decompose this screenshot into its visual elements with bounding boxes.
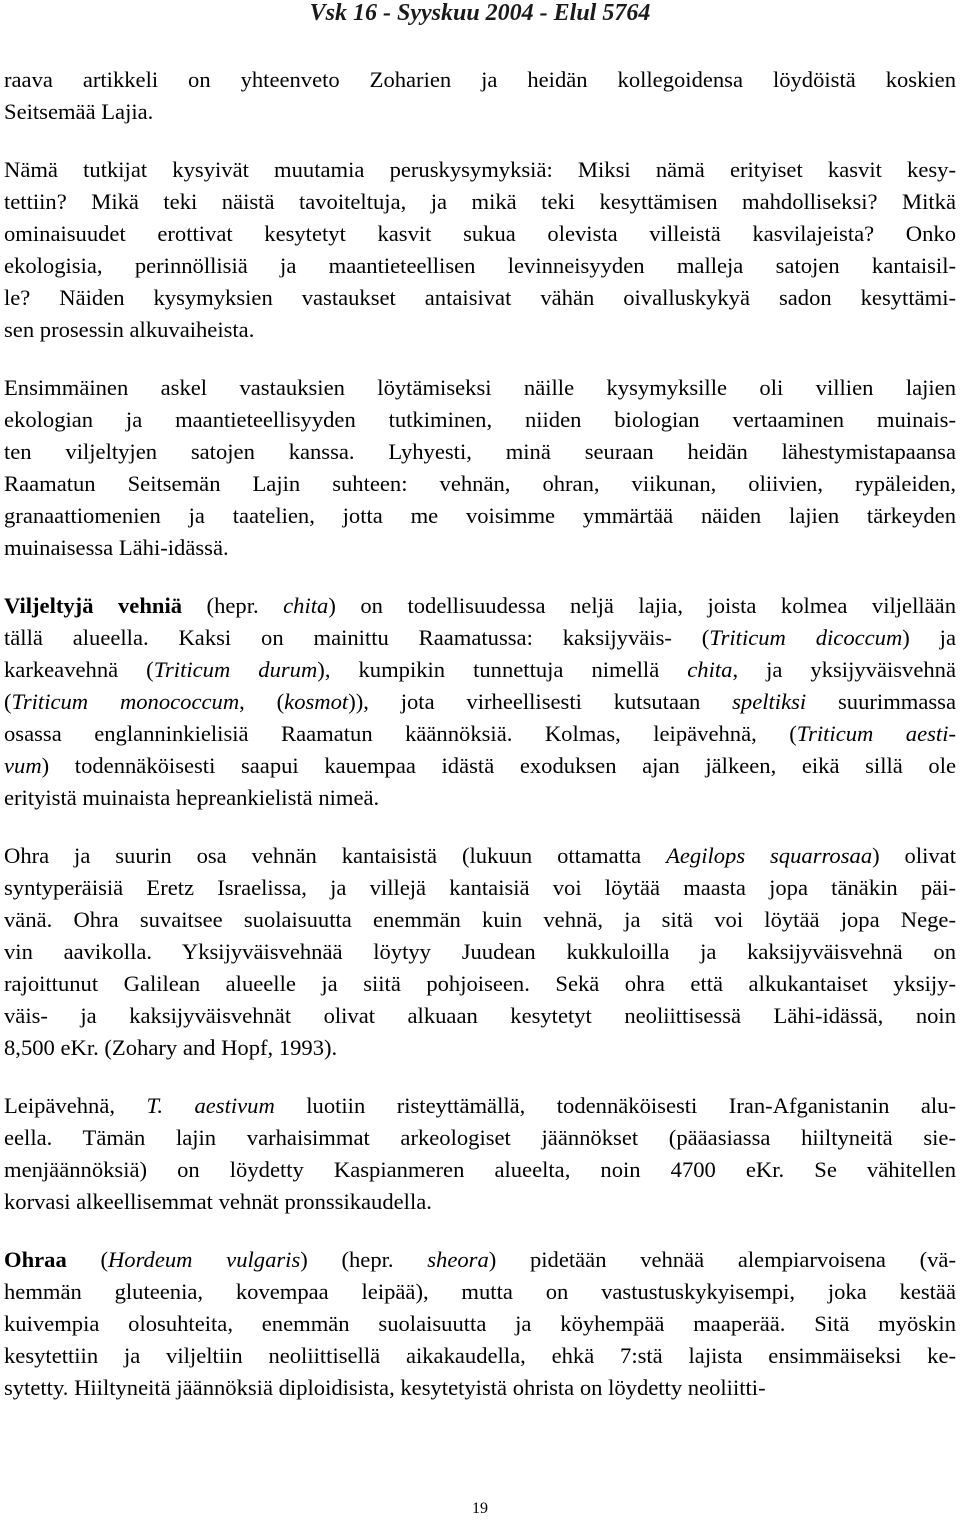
text-line: [4, 840, 956, 872]
text-line: Raamatun Seitsemän Lajin suhteen: vehnän, ohran, viikunan, oliivien, rypäleiden,: [4, 471, 956, 496]
page-number: 19: [472, 1500, 488, 1517]
text-run: (: [66, 1247, 108, 1272]
text-line: granaattiomenien ja taatelien, jotta me voisimme ymmärtää näiden lajien tärkeyden: [4, 503, 956, 528]
text-run: rajoittunut Galilean alueelle ja siitä pohjoiseen. Sekä ohra että alkukantaiset yksijy-: [4, 971, 956, 996]
text-line: sen prosessin alkuvaiheista.: [4, 317, 255, 342]
paragraph: [4, 372, 956, 564]
text-run: karkeavehnä (: [4, 657, 154, 682]
text-line: ominaisuudet erottivat kesytetyt kasvit sukua olevista villeistä kasvilajeista? Onko: [4, 221, 956, 246]
text-run: osassa englanninkielisiä Raamatun käännöksiä. Kolmas, leipävehnä, (: [4, 721, 797, 746]
text-run: ) todennäköisesti saapui kauempaa idästä exoduksen ajan jälkeen, eikä sillä ole: [41, 753, 956, 778]
italic-term: chita: [283, 593, 329, 618]
article-body: [4, 64, 956, 1430]
text-run: menjäännöksiä) on löydetty Kaspianmeren alueelta, noin 4700 eKr. Se vähitellen: [4, 1157, 956, 1182]
page-footer: [0, 1500, 960, 1518]
text-line: [4, 590, 956, 622]
text-run: ) ja: [902, 625, 956, 650]
text-line: [4, 718, 956, 750]
text-line: raava artikkeli on yhteenveto Zoharien ja heidän kollegoidensa löydöistä koskien: [4, 67, 956, 92]
text-run: ), kumpikin tunnettuja nimellä: [317, 657, 688, 682]
text-run: 8,500 eKr. (Zohary and Hopf, 1993).: [4, 1035, 338, 1060]
text-run: kesytettiin ja viljeltiin neoliittisellä aikakaudella, ehkä 7:stä lajista ensimmäiseksi ke-: [4, 1343, 956, 1368]
running-header: [0, 0, 960, 30]
text-run: tällä alueella. Kaksi on mainittu Raamatussa: kaksijyväis- (: [4, 625, 710, 650]
text-line: ekologisia, perinnöllisiä ja maantieteellisen levinneisyyden malleja satojen kantaisil-: [4, 253, 956, 278]
text-run: )), jota virheellisesti kutsutaan: [348, 689, 733, 714]
text-line: [4, 1122, 956, 1154]
text-line: [4, 1372, 956, 1404]
text-line: [4, 686, 956, 718]
italic-term: Aegilops squarrosaa: [666, 843, 873, 868]
italic-term: chita: [687, 657, 733, 682]
text-run: Leipävehnä,: [4, 1093, 147, 1118]
bold-term: Viljeltyjä vehniä: [4, 593, 183, 618]
text-line: [4, 1032, 956, 1064]
paragraph: [4, 1090, 956, 1218]
italic-term: Triticum monococcum: [11, 689, 240, 714]
text-line: muinaisessa Lähi-idässä.: [4, 535, 229, 560]
italic-term: Triticum dicoccum: [709, 625, 903, 650]
text-run: ) olivat: [872, 843, 956, 868]
italic-term: Triticum durum: [153, 657, 318, 682]
text-run: (hepr.: [182, 593, 284, 618]
italic-term: vum: [4, 753, 42, 778]
italic-term: Triticum aesti-: [796, 721, 956, 746]
text-run: (: [4, 689, 12, 714]
italic-term: kosmot: [284, 689, 349, 714]
text-line: ten viljeltyjen satojen kanssa. Lyhyesti, minä seuraan heidän lähestymistapaansa: [4, 439, 956, 464]
text-run: , ja yksijyväisvehnä: [732, 657, 956, 682]
text-line: Nämä tutkijat kysyivät muutamia peruskysymyksiä: Miksi nämä erityiset kasvit kesy-: [4, 157, 956, 182]
text-run: ) on todellisuudessa neljä lajia, joista kolmea viljellään: [328, 593, 956, 618]
text-line: Seitsemää Lajia.: [4, 99, 154, 124]
text-run: luotiin risteyttämällä, todennäköisesti Iran-Afganistanin alu-: [274, 1093, 956, 1118]
text-line: [4, 1308, 956, 1340]
text-line: [4, 1340, 956, 1372]
running-title: Vsk 16 - Syyskuu 2004 - Elul 5764: [309, 0, 651, 26]
text-line: [4, 1186, 956, 1218]
text-line: [4, 750, 956, 782]
paragraph: [4, 64, 956, 128]
text-run: suurimmassa: [806, 689, 956, 714]
paragraph: [4, 154, 956, 346]
text-line: [4, 1244, 956, 1276]
text-line: [4, 782, 956, 814]
text-line: [4, 1276, 956, 1308]
text-run: vänä. Ohra suvaitsee suolaisuutta enemmän kuin vehnä, ja sitä voi löytää jopa Nege-: [4, 907, 956, 932]
text-run: , (: [239, 689, 285, 714]
text-run: vin aavikolla. Yksijyväisvehnää löytyy Juudean kukkuloilla ja kaksijyväisvehnä on: [4, 939, 956, 964]
text-line: le? Näiden kysymyksien vastaukset antaisivat vähän oivalluskykyä sadon kesyttämi-: [4, 285, 956, 310]
text-run: eella. Tämän lajin varhaisimmat arkeologiset jäännökset (pääasiassa hiiltyneitä sie-: [4, 1125, 956, 1150]
text-run: korvasi alkeellisemmat vehnät pronssikaudella.: [4, 1189, 432, 1214]
text-line: ekologian ja maantieteellisyyden tutkiminen, niiden biologian vertaaminen muinais-: [4, 407, 956, 432]
paragraph: [4, 1244, 956, 1404]
text-run: väis- ja kaksijyväisvehnät olivat alkuaan kesytetyt neoliittisessä Lähi-idässä, noin: [4, 1003, 956, 1028]
italic-term: speltiksi: [732, 689, 807, 714]
text-line: [4, 1090, 956, 1122]
text-run: erityistä muinaista hepreankielistä nimeä.: [4, 785, 380, 810]
text-run: Ohra ja suurin osa vehnän kantaisistä (lukuun ottamatta: [4, 843, 667, 868]
paragraph: [4, 590, 956, 814]
text-line: Ensimmäinen askel vastauksien löytämiseksi näille kysymyksille oli villien lajien: [4, 375, 956, 400]
text-line: [4, 654, 956, 686]
paragraph: [4, 840, 956, 1064]
text-line: [4, 904, 956, 936]
text-line: [4, 1000, 956, 1032]
text-run: kuivempia olosuhteita, enemmän suolaisuutta ja köyhempää maaperää. Sitä myöskin: [4, 1311, 956, 1336]
text-run: ) (hepr.: [300, 1247, 428, 1272]
text-run: syntyperäisiä Eretz Israelissa, ja villejä kantaisiä voi löytää maasta jopa tänäkin päi-: [4, 875, 956, 900]
italic-term: sheora: [427, 1247, 489, 1272]
text-line: [4, 622, 956, 654]
bold-term: Ohraa: [4, 1247, 67, 1272]
text-line: [4, 968, 956, 1000]
text-run: sytetty. Hiiltyneitä jäännöksiä diploidisista, kesytetyistä ohrista on löydetty neoliitti-: [4, 1375, 766, 1400]
text-line: [4, 936, 956, 968]
text-run: hemmän gluteenia, kovempaa leipää), mutta on vastustuskykyisempi, joka kestää: [4, 1279, 956, 1304]
italic-term: T. aestivum: [146, 1093, 275, 1118]
text-line: [4, 872, 956, 904]
text-run: ) pidetään vehnää alempiarvoisena (vä-: [488, 1247, 956, 1272]
text-line: [4, 1154, 956, 1186]
text-line: tettiin? Mikä teki näistä tavoiteltuja, ja mikä teki kesyttämisen mahdolliseksi? Mitkä: [4, 189, 956, 214]
italic-term: Hordeum vulgaris: [107, 1247, 301, 1272]
